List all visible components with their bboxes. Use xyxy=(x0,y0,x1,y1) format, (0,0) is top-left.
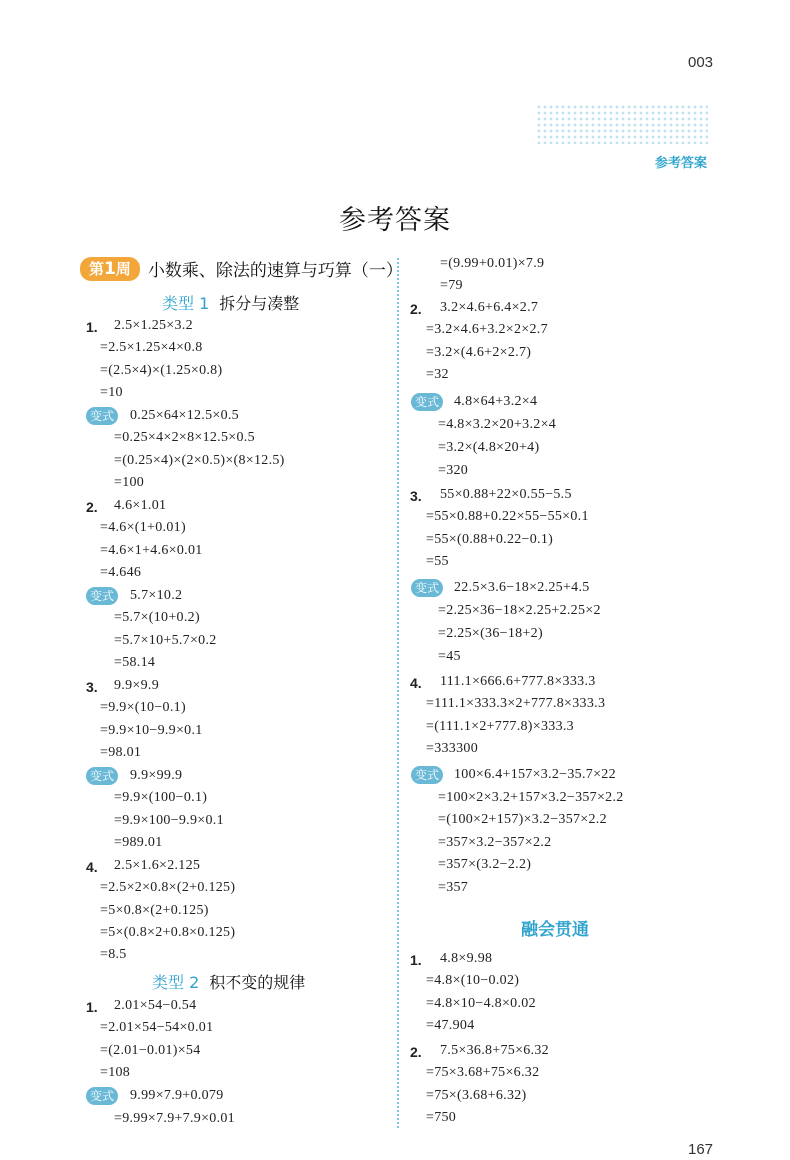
left-variant-3-line: 9.9×99.9 xyxy=(130,768,183,783)
right-variant-2-line: =3.2×(4.8×20+4) xyxy=(438,440,540,455)
page-number-bottom: 167 xyxy=(688,1141,714,1158)
left-problem-2-line: 4.6×1.01 xyxy=(114,498,167,513)
right-variant-2-line: 4.8×64+3.2×4 xyxy=(454,394,538,409)
week-title: 小数乘、除法的速算与巧算（一） xyxy=(147,261,403,281)
left-variant-3-badge: 变式 xyxy=(86,767,118,785)
type2-problem-1-line: =(2.01−0.01)×54 xyxy=(100,1042,201,1058)
type2-variant-1-line: 9.99×7.9+0.079 xyxy=(130,1088,224,1103)
left-variant-3-line: =9.9×100−9.9×0.1 xyxy=(114,812,224,828)
right-variant-4-line: =357 xyxy=(438,880,469,895)
type2-heading xyxy=(152,970,305,993)
left-variant-2-line: 5.7×10.2 xyxy=(130,588,183,603)
left-problem-1-line: 2.5×1.25×3.2 xyxy=(114,318,193,333)
decorative-dot-grid xyxy=(536,104,708,144)
left-problem-2-line: =4.6×1+4.6×0.01 xyxy=(100,542,203,558)
left-variant-2-line: =5.7×(10+0.2) xyxy=(114,610,200,626)
week-prefix: 第 xyxy=(89,259,105,278)
left-problem-3-line: =98.01 xyxy=(100,744,142,760)
rongtong-problem-1-number: 1. xyxy=(410,952,422,968)
right-variant-2-badge: 变式 xyxy=(411,393,443,411)
week-suffix: 周 xyxy=(115,259,131,278)
type2-problem-1-number: 1. xyxy=(86,999,98,1015)
left-problem-4-line: =5×0.8×(2+0.125) xyxy=(100,902,209,918)
left-variant-2-line: =5.7×10+5.7×0.2 xyxy=(114,632,217,648)
rongtong-problem-2-line: =75×(3.68+6.32) xyxy=(426,1087,527,1103)
right-problem-2-line: 3.2×4.6+6.4×2.7 xyxy=(440,300,539,315)
page-title: 参考答案 xyxy=(339,205,451,236)
right-problem-4-line: =333300 xyxy=(426,740,478,756)
right-problem-3-line: =55×0.88+0.22×55−55×0.1 xyxy=(426,509,589,525)
right-variant-3-line: =2.25×(36−18+2) xyxy=(438,626,543,641)
left-variant-1-badge: 变式 xyxy=(86,407,118,425)
week-number: 1 xyxy=(104,258,116,279)
left-variant-3-line: =9.9×(100−0.1) xyxy=(114,790,208,806)
right-variant-4-line: =357×(3.2−2.2) xyxy=(438,857,532,873)
right-variant-3-badge: 变式 xyxy=(411,579,443,597)
section-tag: 参考答案 xyxy=(655,156,708,171)
left-variant-1-line: =0.25×4×2×8×12.5×0.5 xyxy=(114,430,255,446)
page-number-top: 003 xyxy=(688,54,714,71)
left-variant-1-line: =(0.25×4)×(2×0.5)×(8×12.5) xyxy=(114,452,285,468)
left-problem-1-line: =(2.5×4)×(1.25×0.8) xyxy=(100,362,223,378)
right-problem-3-number: 3. xyxy=(410,488,422,504)
right-variant-2-line: =4.8×3.2×20+3.2×4 xyxy=(438,417,557,432)
right-problem-2-line: =3.2×(4.6+2×2.7) xyxy=(426,344,532,360)
rongtong-problem-2-line: =75×3.68+75×6.32 xyxy=(426,1065,540,1081)
left-problem-3-number: 3. xyxy=(86,679,98,695)
right-continuation-line: =79 xyxy=(440,278,463,294)
right-variant-4-line: =357×3.2−357×2.2 xyxy=(438,834,552,850)
rongtong-problem-1-line: =47.904 xyxy=(426,1017,475,1033)
right-problem-4-line: =111.1×333.3×2+777.8×333.3 xyxy=(426,696,606,712)
rongtong-problem-2-number: 2. xyxy=(410,1044,422,1060)
rongtong-problem-1-line: =4.8×10−4.8×0.02 xyxy=(426,995,536,1011)
right-variant-4-line: =(100×2+157)×3.2−357×2.2 xyxy=(438,812,607,828)
right-variant-4-line: 100×6.4+157×3.2−35.7×22 xyxy=(454,767,616,782)
rongtong-problem-2-line: =750 xyxy=(426,1109,457,1125)
right-problem-2-line: =32 xyxy=(426,366,449,382)
left-problem-2-line: =4.646 xyxy=(100,564,142,580)
rongtong-problem-2-line: 7.5×36.8+75×6.32 xyxy=(440,1043,549,1058)
right-variant-3-line: =2.25×36−18×2.25+2.25×2 xyxy=(438,603,601,618)
right-problem-4-line: 111.1×666.6+777.8×333.3 xyxy=(440,674,596,689)
right-problem-3-line: =55×(0.88+0.22−0.1) xyxy=(426,531,554,547)
left-problem-4-line: =2.5×2×0.8×(2+0.125) xyxy=(100,880,236,896)
type2-problem-1-line: =108 xyxy=(100,1064,131,1080)
left-problem-2-number: 2. xyxy=(86,499,98,515)
right-variant-3-line: 22.5×3.6−18×2.25+4.5 xyxy=(454,580,590,595)
left-problem-1-line: =10 xyxy=(100,384,123,400)
week-badge xyxy=(80,257,140,281)
left-problem-3-line: =9.9×10−9.9×0.1 xyxy=(100,722,203,738)
right-problem-2-number: 2. xyxy=(410,301,422,317)
rongtong-problem-1-line: =4.8×(10−0.02) xyxy=(426,973,520,989)
rongtong-heading: 融会贯通 xyxy=(521,920,589,940)
type2-variant-1-badge: 变式 xyxy=(86,1087,118,1105)
right-variant-4-badge: 变式 xyxy=(411,766,443,784)
type2-variant-1-line: =9.99×7.9+7.9×0.01 xyxy=(114,1111,235,1126)
type2-label: 类型 2 xyxy=(152,973,200,992)
left-problem-4-line: 2.5×1.6×2.125 xyxy=(114,858,201,873)
left-problem-3-line: 9.9×9.9 xyxy=(114,678,159,693)
left-problem-3-line: =9.9×(10−0.1) xyxy=(100,700,186,716)
right-problem-4-number: 4. xyxy=(410,675,422,691)
left-variant-1-line: 0.25×64×12.5×0.5 xyxy=(130,408,239,423)
left-problem-4-number: 4. xyxy=(86,859,98,875)
week-header xyxy=(80,256,403,281)
right-problem-2-line: =3.2×4.6+3.2×2×2.7 xyxy=(426,322,548,338)
left-problem-4-line: =5×(0.8×2+0.8×0.125) xyxy=(100,924,236,940)
left-problem-1-line: =2.5×1.25×4×0.8 xyxy=(100,340,203,356)
right-continuation-line: =(9.99+0.01)×7.9 xyxy=(440,256,545,271)
column-divider xyxy=(397,258,399,1128)
left-variant-1-line: =100 xyxy=(114,474,145,490)
type2-problem-1-line: =2.01×54−54×0.01 xyxy=(100,1020,214,1036)
type1-heading xyxy=(162,291,299,314)
right-variant-3-line: =45 xyxy=(438,649,461,664)
right-variant-4-line: =100×2×3.2+157×3.2−357×2.2 xyxy=(438,789,624,805)
left-variant-2-badge: 变式 xyxy=(86,587,118,605)
left-problem-1-number: 1. xyxy=(86,319,98,335)
right-problem-4-line: =(111.1×2+777.8)×333.3 xyxy=(426,718,574,734)
left-problem-4-line: =8.5 xyxy=(100,947,127,963)
right-problem-3-line: =55 xyxy=(426,553,449,569)
type2-problem-1-line: 2.01×54−0.54 xyxy=(114,998,197,1013)
type1-label: 类型 1 xyxy=(162,294,210,313)
left-variant-2-line: =58.14 xyxy=(114,654,156,670)
type1-name: 拆分与凑整 xyxy=(219,294,300,313)
left-variant-3-line: =989.01 xyxy=(114,834,163,850)
left-problem-2-line: =4.6×(1+0.01) xyxy=(100,520,186,536)
rongtong-problem-1-line: 4.8×9.98 xyxy=(440,951,493,966)
right-variant-2-line: =320 xyxy=(438,463,469,478)
right-problem-3-line: 55×0.88+22×0.55−5.5 xyxy=(440,487,572,502)
type2-name: 积不变的规律 xyxy=(209,973,306,992)
